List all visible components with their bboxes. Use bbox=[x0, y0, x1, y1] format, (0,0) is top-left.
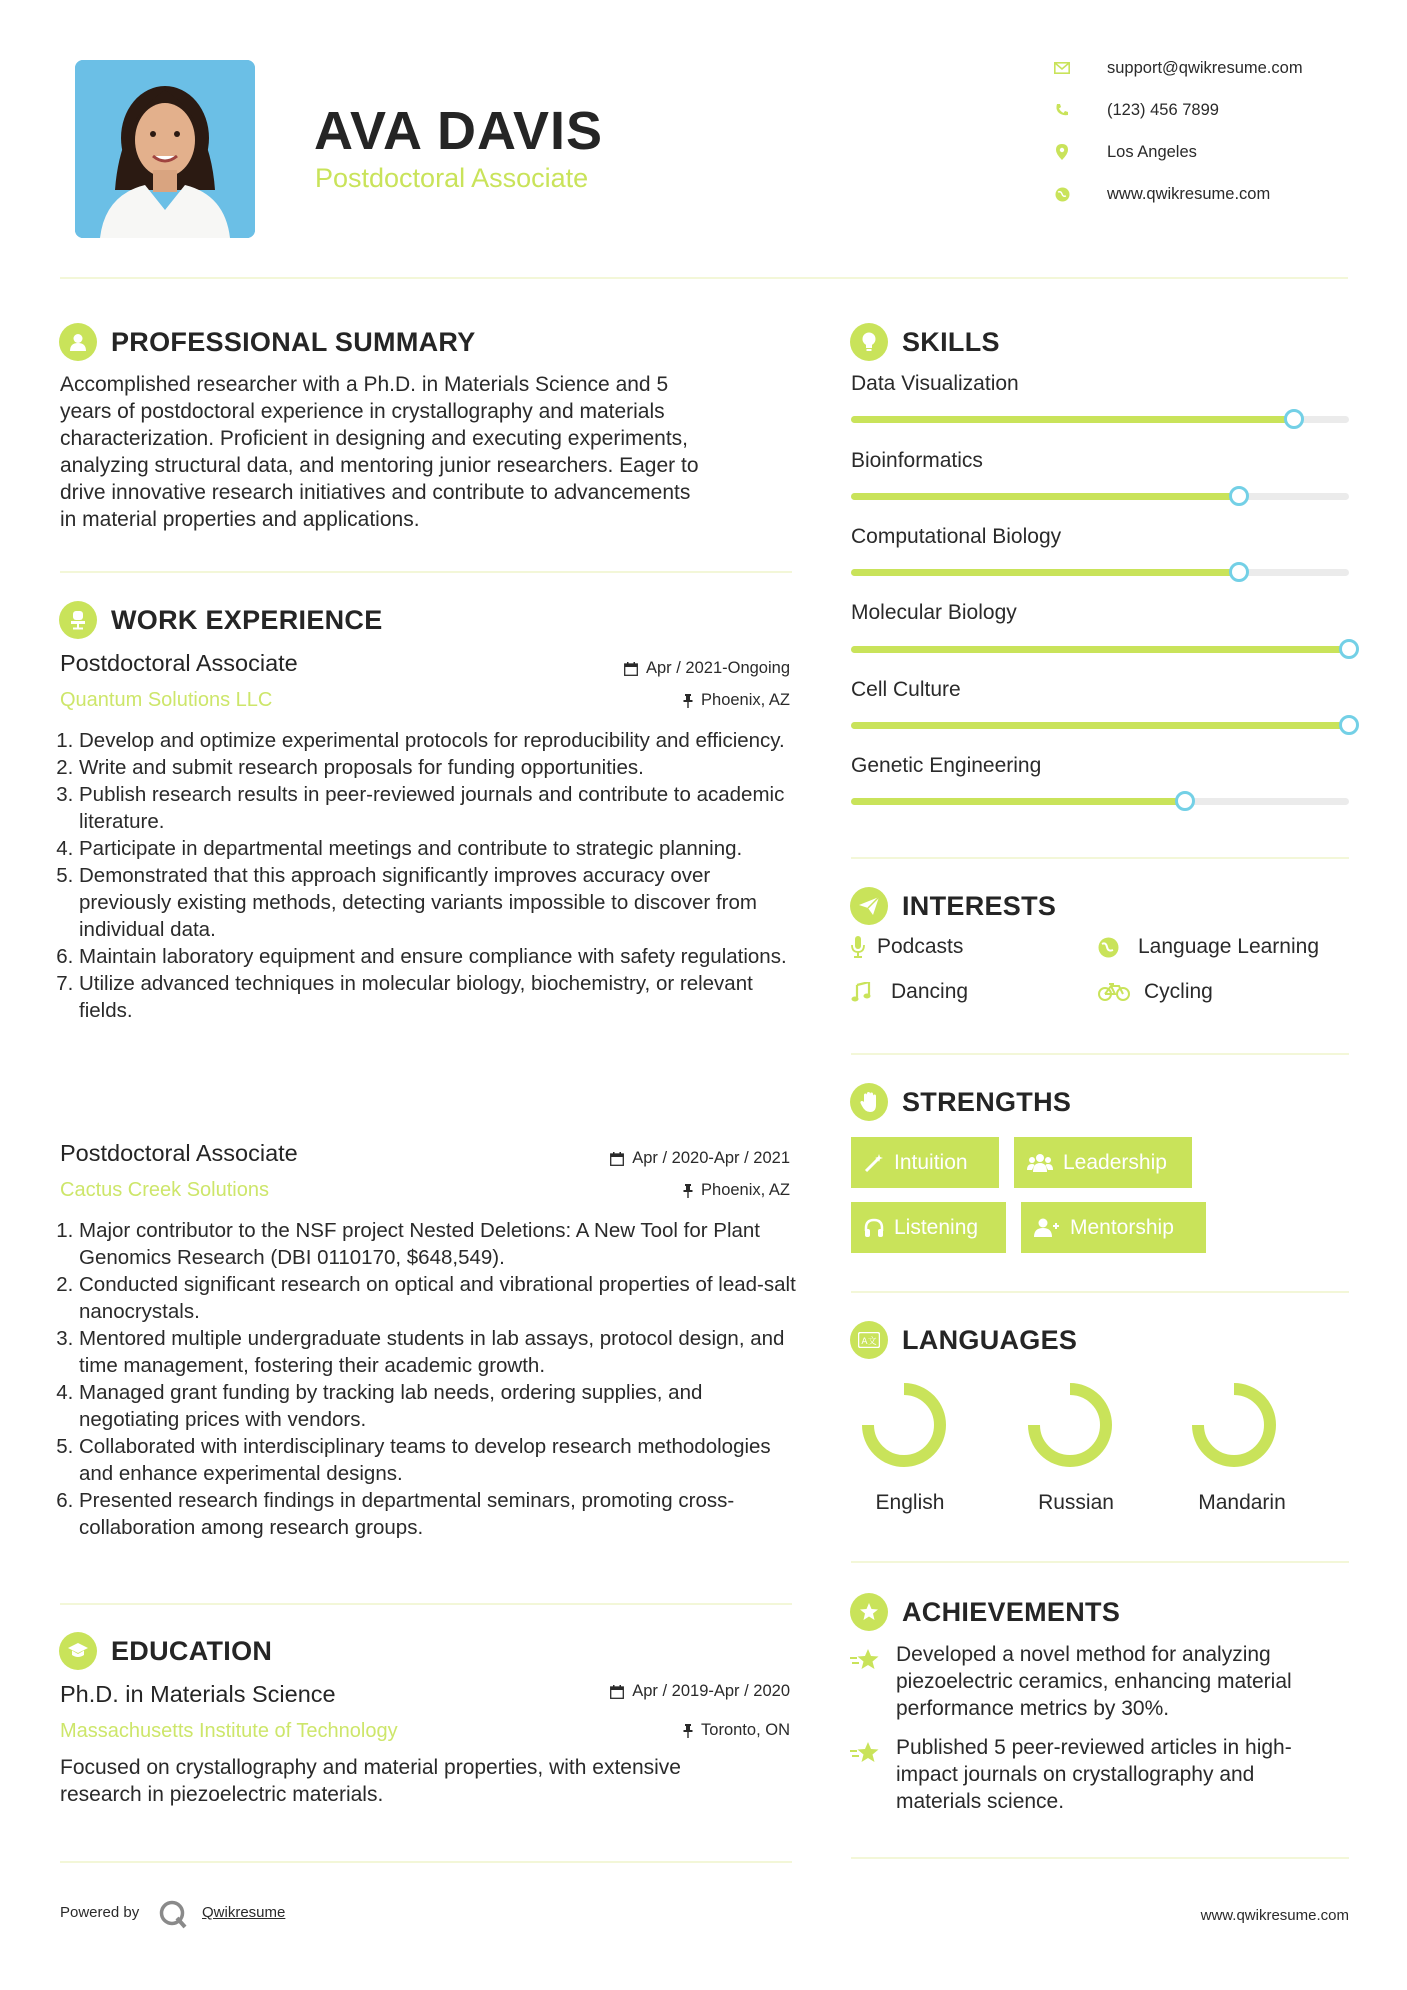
skill-bar bbox=[851, 493, 1349, 500]
strength-tag-leadership: Leadership bbox=[1014, 1137, 1192, 1188]
language-ring-arc bbox=[1034, 1389, 1106, 1461]
contact-website[interactable]: www.qwikresume.com bbox=[1052, 184, 1270, 204]
job-2-company: Cactus Creek Solutions bbox=[60, 1179, 269, 1201]
job-1-title: Postdoctoral Associate bbox=[60, 650, 298, 676]
languages-divider bbox=[851, 1561, 1349, 1563]
list-item: 6. Presented research findings in departmental seminars, promoting cross-collaboration among research groups. bbox=[79, 1487, 800, 1541]
contact-phone[interactable]: (123) 456 7899 bbox=[1052, 100, 1219, 120]
skill-fill bbox=[851, 493, 1239, 500]
list-item: 3. Publish research results in peer-reviewed journals and contribute to academic literature. bbox=[79, 781, 800, 835]
skill-fill bbox=[851, 416, 1294, 423]
strength-tag-listening: Listening bbox=[851, 1202, 1006, 1253]
profile-photo bbox=[75, 60, 255, 238]
list-item: 2. Write and submit research proposals for funding opportunities. bbox=[79, 754, 800, 781]
language-ring-russian bbox=[1026, 1381, 1114, 1469]
skill-knob[interactable] bbox=[1175, 791, 1195, 811]
user-icon bbox=[59, 323, 97, 361]
education-location: Toronto, ON bbox=[683, 1721, 790, 1740]
pin-icon bbox=[683, 1184, 693, 1198]
skill-fill bbox=[851, 722, 1349, 729]
interests-divider bbox=[851, 1053, 1349, 1055]
skill-knob[interactable] bbox=[1339, 715, 1359, 735]
job-1-company: Quantum Solutions LLC bbox=[60, 689, 273, 711]
language-ring-english bbox=[860, 1381, 948, 1469]
education-heading: EDUCATION bbox=[111, 1636, 273, 1666]
svg-text:A文: A文 bbox=[861, 1337, 877, 1347]
achievement-item: Published 5 peer-reviewed articles in high- impact journals on crystallography and materials science. bbox=[896, 1736, 1292, 1813]
list-item: 2. Conducted significant research on optical and vibrational properties of lead-salt nanocrystals. bbox=[79, 1271, 800, 1325]
achievements-divider bbox=[851, 1857, 1349, 1859]
language-label: Mandarin bbox=[1198, 1491, 1286, 1514]
education-icon bbox=[59, 1632, 97, 1670]
map-pin-icon bbox=[1052, 142, 1072, 162]
education-degree: Ph.D. in Materials Science bbox=[60, 1681, 336, 1707]
language-label: English bbox=[875, 1491, 945, 1514]
education-description: Focused on crystallography and material properties, with extensive research in piezoelectric materials. bbox=[60, 1756, 681, 1806]
award-icon bbox=[850, 1593, 888, 1631]
user-plus-icon bbox=[1034, 1218, 1060, 1238]
hand-icon bbox=[850, 1083, 888, 1121]
headphones-icon bbox=[864, 1218, 884, 1238]
skill-label: Molecular Biology bbox=[851, 601, 1017, 624]
calendar-icon bbox=[610, 1152, 624, 1166]
skill-label: Bioinformatics bbox=[851, 449, 983, 472]
users-icon bbox=[1027, 1153, 1053, 1173]
list-item: 5. Collaborated with interdisciplinary teams to develop research methodologies and enhance experimental designs. bbox=[79, 1433, 800, 1487]
calendar-icon bbox=[624, 662, 638, 676]
interests-heading: INTERESTS bbox=[902, 891, 1057, 921]
education-school: Massachusetts Institute of Technology bbox=[60, 1720, 398, 1742]
qwikresume-logo-icon bbox=[158, 1899, 188, 1934]
strengths-heading: STRENGTHS bbox=[902, 1087, 1072, 1117]
skills-heading: SKILLS bbox=[902, 327, 1000, 357]
list-item: 1. Major contributor to the NSF project Nested Deletions: A New Tool for Plant Genomics Research (DBI 0110170, $648,549). bbox=[79, 1217, 800, 1271]
list-item: 3. Mentored multiple undergraduate students in lab assays, protocol design, and time management, fostering their academic growth. bbox=[79, 1325, 800, 1379]
calendar-icon bbox=[610, 1685, 624, 1699]
skill-bar bbox=[851, 416, 1349, 423]
skill-label: Cell Culture bbox=[851, 678, 961, 701]
bicycle-icon bbox=[1098, 983, 1130, 1001]
summary-heading: PROFESSIONAL SUMMARY bbox=[111, 327, 476, 357]
skill-label: Computational Biology bbox=[851, 525, 1062, 548]
paper-plane-icon bbox=[850, 887, 888, 925]
contact-location: Los Angeles bbox=[1052, 142, 1197, 162]
magic-wand-icon bbox=[864, 1153, 884, 1173]
skill-knob[interactable] bbox=[1284, 409, 1304, 429]
strength-tag-mentorship: Mentorship bbox=[1021, 1202, 1206, 1253]
education-divider bbox=[60, 1861, 792, 1863]
powered-by-label: Powered by bbox=[60, 1904, 140, 1921]
skill-fill bbox=[851, 798, 1185, 805]
skill-label: Data Visualization bbox=[851, 372, 1019, 395]
experience-divider bbox=[60, 1603, 792, 1605]
skill-fill bbox=[851, 646, 1349, 653]
strength-tag-intuition: Intuition bbox=[851, 1137, 999, 1188]
list-item: 6. Maintain laboratory equipment and ensure compliance with safety regulations. bbox=[79, 943, 800, 970]
job-1-duties bbox=[60, 727, 800, 1024]
job-2-location: Phoenix, AZ bbox=[683, 1181, 790, 1200]
experience-heading: WORK EXPERIENCE bbox=[111, 605, 383, 635]
translate-icon bbox=[850, 1321, 888, 1359]
qwikresume-link[interactable]: Qwikresume bbox=[202, 1904, 286, 1921]
lightbulb-icon bbox=[850, 323, 888, 361]
envelope-icon bbox=[1052, 58, 1072, 78]
job-1-date: Apr / 2021-Ongoing bbox=[624, 659, 790, 678]
globe-icon bbox=[1052, 184, 1072, 204]
music-note-icon bbox=[851, 982, 877, 1002]
skill-bar bbox=[851, 569, 1349, 576]
interest-cycling: Cycling bbox=[1098, 980, 1213, 1004]
interest-podcasts: Podcasts bbox=[851, 935, 963, 959]
candidate-title: Postdoctoral Associate bbox=[315, 163, 589, 193]
header-divider bbox=[60, 277, 1348, 279]
strengths-divider bbox=[851, 1291, 1349, 1293]
skill-knob[interactable] bbox=[1229, 562, 1249, 582]
skills-divider bbox=[851, 857, 1349, 859]
language-ring-arc bbox=[1198, 1389, 1270, 1461]
skill-fill bbox=[851, 569, 1239, 576]
skill-bar bbox=[851, 722, 1349, 729]
contact-email[interactable]: support@qwikresume.com bbox=[1052, 58, 1303, 78]
job-2-title: Postdoctoral Associate bbox=[60, 1140, 298, 1166]
education-date: Apr / 2019-Apr / 2020 bbox=[610, 1682, 790, 1701]
languages-heading: LANGUAGES bbox=[902, 1325, 1078, 1355]
skill-label: Genetic Engineering bbox=[851, 754, 1042, 777]
achievements-heading: ACHIEVEMENTS bbox=[902, 1597, 1121, 1627]
skill-bar bbox=[851, 798, 1349, 805]
skill-knob[interactable] bbox=[1229, 486, 1249, 506]
microphone-icon bbox=[851, 936, 865, 958]
star-icon bbox=[850, 1648, 880, 1677]
chair-icon bbox=[59, 601, 97, 639]
list-item: 4. Participate in departmental meetings and contribute to strategic planning. bbox=[79, 835, 800, 862]
footer-website-link[interactable]: www.qwikresume.com bbox=[1200, 1907, 1349, 1924]
summary-text: Accomplished researcher with a Ph.D. in Materials Science and 5 years of postdoctoral experience in crystallography and materials characterization. Proficient in designing and executing experiments, analyzing structural data, and mentoring junior researchers. Eager to drive innovative research initiatives and contribute to advancements in material properties and applications. bbox=[60, 373, 699, 531]
star-icon bbox=[850, 1741, 880, 1770]
interest-language-learning: Language Learning bbox=[1098, 935, 1319, 959]
skill-knob[interactable] bbox=[1339, 639, 1359, 659]
globe-icon bbox=[1098, 937, 1124, 958]
language-ring-mandarin bbox=[1190, 1381, 1278, 1469]
job-1-location: Phoenix, AZ bbox=[683, 691, 790, 710]
job-2-duties bbox=[60, 1217, 800, 1541]
achievement-item: Developed a novel method for analyzing piezoelectric ceramics, enhancing material performance metrics by 30%. bbox=[896, 1643, 1292, 1720]
pin-icon bbox=[683, 694, 693, 708]
list-item: 1. Develop and optimize experimental protocols for reproducibility and efficiency. bbox=[79, 727, 800, 754]
job-2-date: Apr / 2020-Apr / 2021 bbox=[610, 1149, 790, 1168]
pin-icon bbox=[683, 1724, 693, 1738]
language-ring-arc bbox=[868, 1389, 940, 1461]
list-item: 5. Demonstrated that this approach significantly improves accuracy over previously existing methods, detecting variants impossible to discover from individual data. bbox=[79, 862, 800, 943]
skill-bar bbox=[851, 646, 1349, 653]
summary-divider bbox=[60, 571, 792, 573]
language-label: Russian bbox=[1038, 1491, 1114, 1514]
list-item: 7. Utilize advanced techniques in molecular biology, biochemistry, or relevant fields. bbox=[79, 970, 800, 1024]
interest-dancing: Dancing bbox=[851, 980, 968, 1004]
candidate-name: AVA DAVIS bbox=[314, 101, 604, 161]
phone-icon bbox=[1052, 100, 1072, 120]
list-item: 4. Managed grant funding by tracking lab needs, ordering supplies, and negotiating prices with vendors. bbox=[79, 1379, 800, 1433]
